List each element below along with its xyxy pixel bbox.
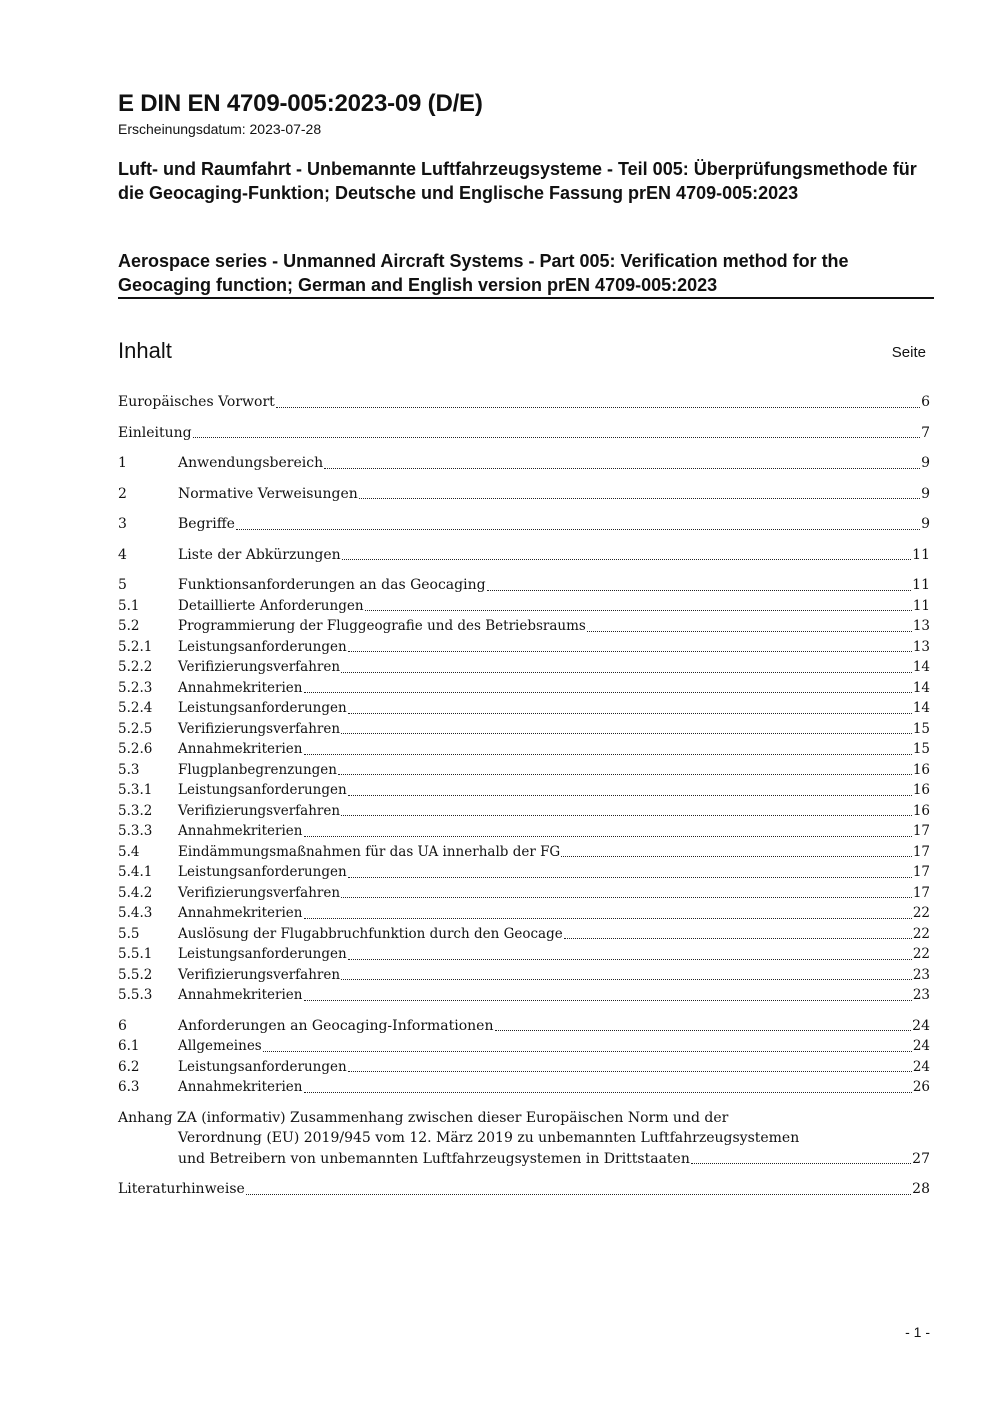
toc-entry-number: 5.2.4	[118, 700, 153, 716]
toc-entry-label: Verifizierungsverfahren	[178, 659, 341, 675]
leader-dots	[304, 754, 912, 755]
toc-entry-page: 16	[912, 802, 930, 819]
leader-dots	[304, 1092, 912, 1093]
toc-entry-label: Anforderungen an Geocaging-Informationen	[178, 1017, 494, 1034]
toc-entry-number: 5.2.6	[118, 741, 153, 757]
table-of-contents	[118, 392, 930, 1200]
leader-dots	[487, 590, 912, 591]
toc-entry-number: 5.3	[118, 761, 140, 778]
toc-entry-page: 15	[912, 741, 930, 757]
toc-entry[interactable]	[118, 1016, 930, 1037]
leader-dots	[561, 856, 912, 857]
toc-entry-page: 14	[912, 659, 930, 675]
toc-entry[interactable]	[118, 392, 930, 413]
toc-entry-number: 5.5.3	[118, 987, 153, 1003]
toc-entry-label: Leistungsanforderungen	[178, 864, 347, 880]
toc-entry-label: Funktionsanforderungen an das Geocaging	[178, 577, 486, 593]
toc-entry-number: 5.5.2	[118, 966, 153, 983]
toc-entry-page: 9	[921, 516, 930, 532]
publication-date: Erscheinungsdatum: 2023-07-28	[118, 121, 322, 137]
toc-entry[interactable]	[118, 719, 930, 740]
bibliography-label: Literaturhinweise	[118, 1181, 245, 1197]
leader-dots	[348, 651, 912, 652]
title-german: Luft- und Raumfahrt - Unbemannte Luftfahrzeugsysteme - Teil 005: Überprüfungsmethode für die Geocaging-Funktion; Deutsche und Englische Fassung prEN 4709-005:2023	[118, 159, 917, 203]
toc-entry-label: Annahmekriterien	[178, 987, 303, 1003]
toc-entry[interactable]	[118, 453, 930, 474]
leader-dots	[341, 979, 912, 980]
toc-entry-number: 5.4.2	[118, 884, 153, 901]
leader-dots	[342, 559, 912, 560]
toc-entry-label: Auslösung der Flugabbruchfunktion durch den Geocage	[178, 925, 563, 942]
toc-entry-label: Einleitung	[118, 424, 192, 441]
toc-entry-page: 14	[912, 700, 930, 716]
toc-entry-label: Eindämmungsmaßnahmen für das UA innerhalb der FG	[178, 843, 561, 860]
toc-entry-page: 9	[921, 455, 930, 471]
toc-entry[interactable]	[118, 575, 930, 596]
leader-dots	[348, 959, 912, 960]
toc-entry-page: 22	[912, 905, 930, 921]
toc-entry-label: Leistungsanforderungen	[178, 782, 347, 798]
toc-entry-label: Annahmekriterien	[178, 905, 303, 921]
leader-dots	[365, 610, 912, 611]
toc-entry-page: 14	[912, 679, 930, 696]
toc-entry-number: 5.4.1	[118, 864, 153, 880]
leader-dots	[304, 1000, 912, 1001]
toc-entry-page: 22	[912, 946, 930, 962]
annex-line-3: und Betreibern von unbemannten Luftfahrzeugsystemen in Drittstaaten	[178, 1150, 690, 1167]
toc-entry[interactable]	[118, 1057, 930, 1078]
toc-entry[interactable]	[118, 698, 930, 719]
leader-dots	[348, 877, 912, 878]
leader-dots	[246, 1194, 911, 1195]
leader-dots	[193, 437, 921, 438]
toc-entry[interactable]	[118, 801, 930, 822]
toc-entry-label: Europäisches Vorwort	[118, 394, 275, 410]
bibliography-page: 28	[912, 1181, 930, 1197]
toc-entry-page: 13	[912, 638, 930, 655]
leader-dots	[304, 692, 912, 693]
toc-entry[interactable]	[118, 985, 930, 1006]
toc-entry-number: 4	[118, 546, 127, 563]
leader-dots	[341, 815, 912, 816]
toc-entry[interactable]	[118, 780, 930, 801]
title-divider	[118, 297, 934, 299]
toc-entry-number: 5.2.5	[118, 720, 153, 737]
toc-entry-page: 9	[921, 485, 930, 502]
toc-entry[interactable]	[118, 842, 930, 863]
toc-entry[interactable]	[118, 944, 930, 965]
toc-entry-number: 5.2.2	[118, 659, 153, 675]
toc-entry-number: 5.2	[118, 618, 140, 634]
leader-dots	[587, 631, 912, 632]
toc-entry-label: Verifizierungsverfahren	[178, 720, 341, 737]
toc-entry[interactable]	[118, 965, 930, 986]
toc-entry[interactable]	[118, 1036, 930, 1057]
document-id: E DIN EN 4709-005:2023-09 (D/E)	[118, 90, 483, 117]
toc-entries	[118, 392, 930, 1098]
toc-entry-annex-za[interactable]	[118, 1108, 930, 1170]
toc-entry-label: Programmierung der Fluggeografie und des Betriebsraums	[178, 618, 586, 634]
toc-entry-page: 24	[912, 1058, 930, 1075]
toc-entry-page: 13	[912, 618, 930, 634]
leader-dots	[338, 774, 912, 775]
leader-dots	[348, 795, 912, 796]
toc-entry-label: Annahmekriterien	[178, 823, 303, 839]
leader-dots	[341, 733, 912, 734]
toc-entry-page: 15	[912, 720, 930, 737]
toc-entry[interactable]	[118, 760, 930, 781]
toc-entry-number: 6.1	[118, 1038, 140, 1054]
toc-entry-number: 5.3.1	[118, 782, 153, 798]
toc-entry-label: Leistungsanforderungen	[178, 638, 347, 655]
toc-entry-label: Verifizierungsverfahren	[178, 802, 341, 819]
toc-entry-number: 5.1	[118, 597, 140, 614]
toc-entry-label: Detaillierte Anforderungen	[178, 597, 364, 614]
toc-entry[interactable]	[118, 883, 930, 904]
toc-entry-number: 5.3.3	[118, 823, 153, 839]
toc-entry[interactable]	[118, 657, 930, 678]
toc-entry-page: 16	[912, 761, 930, 778]
toc-entry-label: Annahmekriterien	[178, 1079, 303, 1095]
toc-entry-label: Begriffe	[178, 516, 235, 532]
leader-dots	[236, 529, 920, 530]
toc-entry[interactable]	[118, 616, 930, 637]
toc-entry-label: Annahmekriterien	[178, 741, 303, 757]
toc-entry-label: Normative Verweisungen	[178, 485, 358, 502]
toc-entry[interactable]	[118, 484, 930, 505]
toc-entry-number: 5.4	[118, 843, 140, 860]
toc-entry-label: Anwendungsbereich	[178, 455, 324, 471]
toc-entry[interactable]	[118, 924, 930, 945]
leader-dots	[263, 1051, 912, 1052]
toc-entry-page: 11	[912, 546, 930, 563]
toc-entry-number: 5.2.3	[118, 679, 153, 696]
toc-entry-page: 11	[912, 577, 930, 593]
annex-line-2: Verordnung (EU) 2019/945 vom 12. März 2019 zu unbemannten Luftfahrzeugsystemen	[178, 1130, 800, 1146]
leader-dots	[691, 1163, 911, 1164]
toc-entry[interactable]	[118, 423, 930, 444]
toc-entry-number: 6.2	[118, 1058, 140, 1075]
toc-entry-page: 24	[912, 1038, 930, 1054]
toc-entry[interactable]	[118, 678, 930, 699]
toc-entry-page: 17	[912, 864, 930, 880]
leader-dots	[564, 938, 912, 939]
toc-entry-page: 26	[912, 1079, 930, 1095]
leader-dots	[341, 672, 912, 673]
toc-entry-number: 5.5.1	[118, 946, 153, 962]
toc-entry-page: 17	[912, 843, 930, 860]
leader-dots	[348, 1071, 912, 1072]
leader-dots	[276, 407, 920, 408]
page-number: - 1 -	[905, 1324, 930, 1340]
toc-entry-number: 5.3.2	[118, 802, 153, 819]
toc-entry-page: 23	[912, 987, 930, 1003]
toc-entry-number: 5	[118, 577, 127, 593]
toc-entry[interactable]	[118, 862, 930, 883]
toc-entry-label: Flugplanbegrenzungen	[178, 761, 337, 778]
annex-page: 27	[912, 1150, 930, 1167]
toc-entry-page: 11	[912, 597, 930, 614]
leader-dots	[495, 1030, 912, 1031]
toc-entry-label: Leistungsanforderungen	[178, 1058, 347, 1075]
toc-entry-page: 6	[921, 394, 930, 410]
toc-entry-number: 5.2.1	[118, 638, 153, 655]
toc-entry-number: 3	[118, 516, 127, 532]
toc-entry[interactable]	[118, 1077, 930, 1098]
leader-dots	[341, 897, 912, 898]
toc-entry-label: Leistungsanforderungen	[178, 946, 347, 962]
toc-entry[interactable]	[118, 514, 930, 535]
toc-entry[interactable]	[118, 545, 930, 566]
toc-entry-number: 5.4.3	[118, 905, 153, 921]
toc-entry-label: Verifizierungsverfahren	[178, 966, 341, 983]
annex-line-1: Anhang ZA (informativ) Zusammenhang zwischen dieser Europäischen Norm und der	[118, 1109, 729, 1126]
leader-dots	[324, 468, 920, 469]
toc-heading: Inhalt	[118, 338, 172, 363]
toc-entry-number: 6	[118, 1017, 127, 1034]
toc-entry-label: Allgemeines	[178, 1038, 262, 1054]
toc-page-label: Seite	[891, 344, 926, 361]
toc-entry-page: 7	[921, 424, 930, 441]
toc-entry-label: Leistungsanforderungen	[178, 700, 347, 716]
toc-entry-label: Verifizierungsverfahren	[178, 884, 341, 901]
toc-entry-page: 23	[912, 966, 930, 983]
toc-entry[interactable]	[118, 637, 930, 658]
toc-entry-page: 17	[912, 884, 930, 901]
toc-entry-page: 22	[912, 925, 930, 942]
toc-entry-bibliography[interactable]	[118, 1179, 930, 1200]
toc-entry-label: Annahmekriterien	[178, 679, 303, 696]
toc-entry[interactable]	[118, 739, 930, 760]
toc-entry-label: Liste der Abkürzungen	[178, 546, 341, 563]
toc-entry-page: 24	[912, 1017, 930, 1034]
toc-entry[interactable]	[118, 903, 930, 924]
toc-entry-number: 2	[118, 485, 127, 502]
leader-dots	[348, 713, 912, 714]
toc-entry-number: 1	[118, 455, 127, 471]
title-english: Aerospace series - Unmanned Aircraft Systems - Part 005: Verification method for the Geocaging function; German and English version prEN 4709-005:2023	[118, 251, 849, 295]
toc-entry-page: 17	[912, 823, 930, 839]
leader-dots	[359, 498, 920, 499]
toc-entry-number: 6.3	[118, 1079, 140, 1095]
toc-entry-page: 16	[912, 782, 930, 798]
leader-dots	[304, 918, 912, 919]
leader-dots	[304, 836, 912, 837]
toc-entry[interactable]	[118, 821, 930, 842]
toc-entry[interactable]	[118, 596, 930, 617]
toc-entry-number: 5.5	[118, 925, 140, 942]
